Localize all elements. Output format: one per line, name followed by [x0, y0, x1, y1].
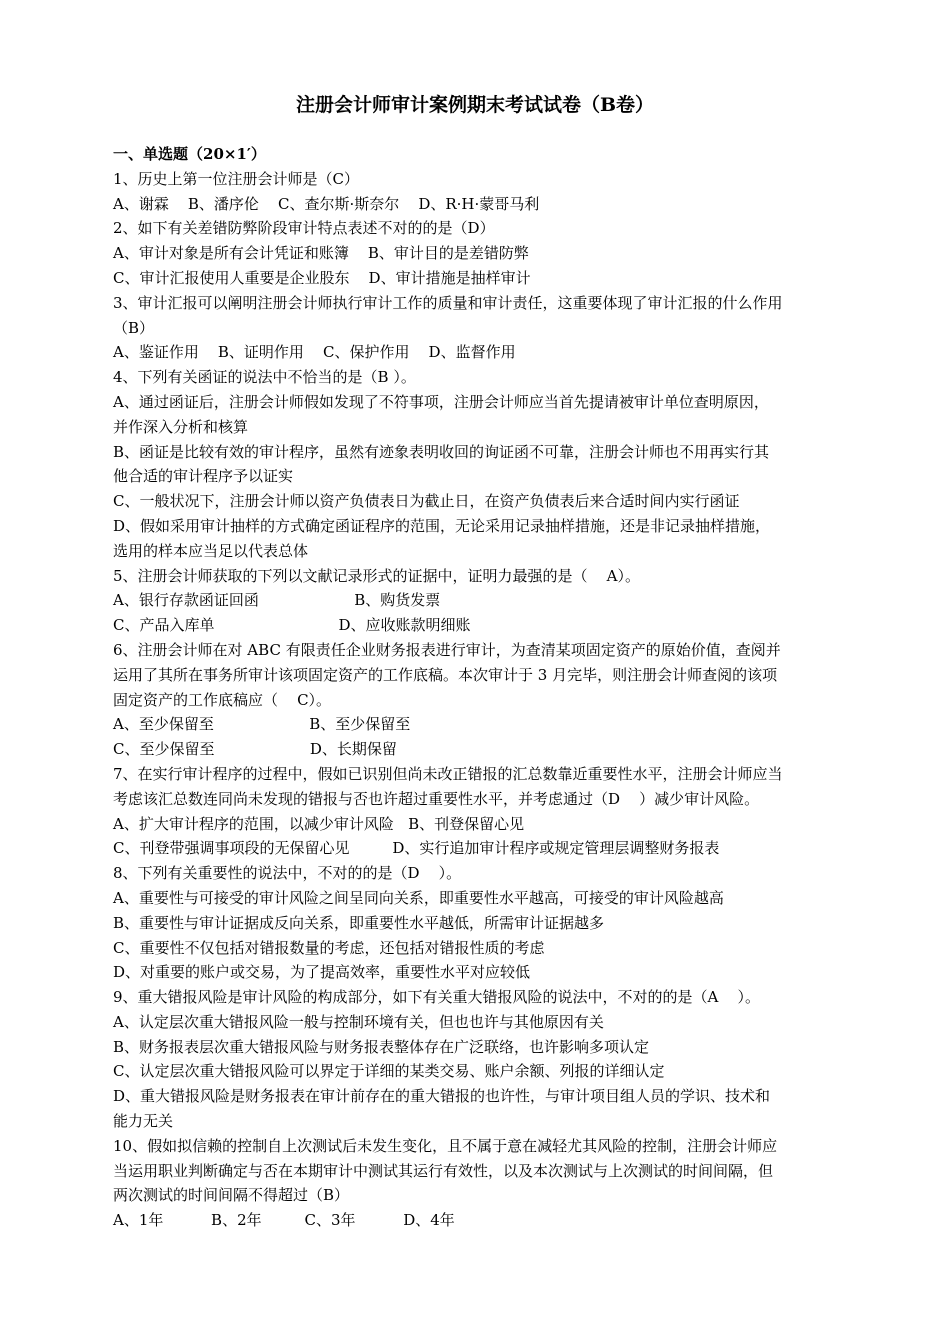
question-line: 考虑该汇总数连同尚未发现的错报与否也许超过重要性水平，并考虑通过（D ）减少审计风险。: [113, 789, 760, 808]
option-line: C、一般状况下，注册会计师以资产负债表日为截止日，在资产负债表后来合适时间内实行函证: [113, 492, 740, 511]
document-title: 注册会计师审计案例期末考试试卷（B卷）: [295, 94, 655, 116]
option-line: A、至少保留至 B、至少保留至: [113, 715, 411, 734]
option-line: C、审计汇报使用人重要是企业股东 D、审计措施是抽样审计: [113, 268, 531, 287]
question-line: 运用了其所在事务所审计该项固定资产的工作底稿。本次审计于 3 月完毕，则注册会计师查阅的该项: [113, 665, 778, 684]
option-line: 他合适的审计程序予以证实: [113, 467, 294, 486]
option-line: 选用的样本应当足以代表总体: [113, 541, 309, 560]
option-line: A、通过函证后，注册会计师假如发现了不符事项，注册会计师应当首先提请被审计单位查明原因，: [113, 392, 769, 411]
question-line: 两次测试的时间间隔不得超过（B）: [113, 1186, 350, 1205]
question-line: 1、历史上第一位注册会计师是（C）: [113, 169, 360, 188]
question-line: 固定资产的工作底稿应（ C）。: [113, 690, 332, 709]
question-line: 3、审计汇报可以阐明注册会计师执行审计工作的质量和审计责任，这重要体现了审计汇报的什么作用: [113, 293, 783, 312]
document-body: [113, 142, 865, 1233]
question-line: 4、下列有关函证的说法中不恰当的是（B ）。: [113, 368, 416, 387]
option-line: 并作深入分析和核算: [113, 417, 249, 436]
question-line: 6、注册会计师在对 ABC 有限责任企业财务报表进行审计，为查清某项固定资产的原始价值，查阅并: [113, 640, 781, 659]
option-line: A、认定层次重大错报风险一般与控制环境有关，但也也许与其他原因有关: [113, 1012, 604, 1031]
option-line: A、谢霖 B、潘序伦 C、查尔斯·斯奈尔 D、R·H·蒙哥马利: [113, 194, 540, 213]
option-line: C、重要性不仅包括对错报数量的考虑，还包括对错报性质的考虑: [113, 938, 545, 957]
question-line: 10、假如拟信赖的控制自上次测试后未发生变化，且不属于意在减轻尤其风险的控制，注册会计师应: [113, 1136, 778, 1155]
option-line: D、对重要的账户或交易，为了提高效率，重要性水平对应较低: [113, 963, 531, 982]
option-line: A、银行存款函证回函 B、购货发票: [113, 591, 441, 610]
question-line: 5、注册会计师获取的下列以文献记录形式的证据中，证明力最强的是（ A）。: [113, 566, 640, 585]
question-line: 9、重大错报风险是审计风险的构成部分，如下有关重大错报风险的说法中，不对的的是（A ）。: [113, 988, 760, 1007]
question-line: 2、如下有关差错防弊阶段审计特点表述不对的的是（D）: [113, 219, 495, 238]
option-line: 能力无关: [113, 1112, 174, 1131]
question-line: 7、在实行审计程序的过程中，假如已识别但尚未改正错报的汇总数靠近重要性水平，注册会计师应当: [113, 764, 783, 783]
option-line: C、至少保留至 D、长期保留: [113, 740, 397, 759]
option-line: B、重要性与审计证据成反向关系，即重要性水平越低，所需审计证据越多: [113, 913, 605, 932]
option-line: A、重要性与可接受的审计风险之间呈同向关系，即重要性水平越高，可接受的审计风险越高: [113, 888, 724, 907]
question-line: （B）: [113, 318, 155, 337]
option-line: D、重大错报风险是财务报表在审计前存在的重大错报的也许性，与审计项目组人员的学识、技术和: [113, 1087, 771, 1106]
option-line: A、1年 B、2年 C、3年 D、4年: [113, 1211, 455, 1230]
option-line: C、认定层次重大错报风险可以界定于详细的某类交易、账户余额、列报的详细认定: [113, 1062, 665, 1081]
question-line: 当运用职业判断确定与否在本期审计中测试其运行有效性，以及本次测试与上次测试的时间间隔，但: [113, 1161, 774, 1180]
option-line: D、假如采用审计抽样的方式确定函证程序的范围，无论采用记录抽样措施，还是非记录抽样措施，: [113, 516, 771, 535]
option-line: B、财务报表层次重大错报风险与财务报表整体存在广泛联络，也许影响多项认定: [113, 1037, 650, 1056]
option-line: C、刊登带强调事项段的无保留心见 D、实行追加审计程序或规定管理层调整财务报表: [113, 839, 720, 858]
option-line: C、产品入库单 D、应收账款明细账: [113, 616, 471, 635]
question-line: 8、下列有关重要性的说法中，不对的的是（D ）。: [113, 864, 462, 883]
option-line: A、审计对象是所有会计凭证和账簿 B、审计目的是差错防弊: [113, 244, 529, 263]
option-line: A、扩大审计程序的范围，以减少审计风险 B、刊登保留心见: [113, 814, 525, 833]
option-line: A、鉴证作用 B、证明作用 C、保护作用 D、监督作用: [113, 343, 516, 362]
option-line: B、函证是比较有效的审计程序，虽然有迹象表明收回的询证函不可靠，注册会计师也不用再实行其: [113, 442, 770, 461]
section-heading: 一、单选题（20×1′）: [113, 145, 266, 163]
